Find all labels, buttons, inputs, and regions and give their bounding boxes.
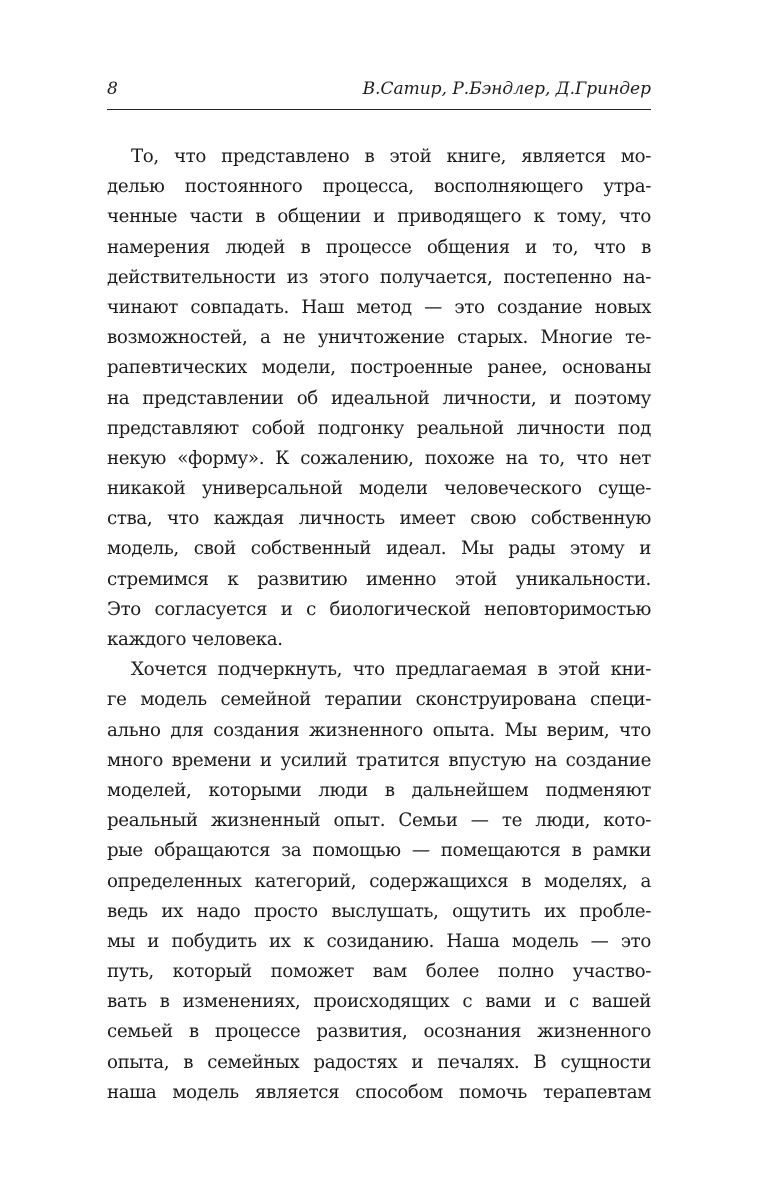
text-line: мы и побудить их к созиданию. Наша модель — это — [107, 930, 651, 952]
text-line: Это согласуется и с биологической неповторимостью — [107, 598, 651, 620]
body-text — [107, 142, 651, 1108]
text-line: определенных категорий, содержащихся в моделях, а — [107, 870, 651, 892]
text-line: действительности из этого получается, постепенно на- — [107, 266, 651, 288]
text-line: рые обращаются за помощью — помещаются в рамки — [107, 840, 651, 862]
text-line: каждого человека. — [107, 629, 283, 650]
text-line: ченные части в общении и приводящего к тому, что — [107, 206, 651, 228]
text-line: ге модель семейной терапии сконструирована специ- — [107, 689, 651, 711]
text-line: стремимся к развитию именно этой уникальности. — [107, 568, 651, 590]
text-line: наша модель является способом помочь терапевтам — [107, 1081, 651, 1103]
paragraph-2 — [107, 655, 651, 1108]
text-line: То, что представлено в этой книге, является мо- — [131, 146, 651, 167]
text-line: намерения людей в процессе общения и то, что в — [107, 236, 651, 258]
text-line: представляют собой подгонку реальной личности под — [107, 417, 651, 439]
text-line: Хочется подчеркнуть, что предлагаемая в этой кни- — [131, 659, 651, 681]
text-line: ства, что каждая личность имеет свою собственную — [107, 508, 651, 530]
text-line: на представлении об идеальной личности, и поэтому — [107, 387, 651, 409]
header-rule — [107, 109, 651, 110]
text-line: модель, свой собственный идеал. Мы рады этому и — [107, 538, 651, 560]
text-line: семьей в процессе развития, осознания жизненного — [107, 1021, 651, 1043]
text-line: возможностей, а не уничтожение старых. Многие те- — [107, 327, 651, 349]
text-line: некую «форму». К сожалению, похоже на то, что нет — [107, 447, 651, 469]
text-line: путь, который поможет вам более полно участво- — [107, 961, 651, 983]
text-line: никакой универсальной модели человеческого суще- — [107, 478, 651, 500]
text-line: реальный жизненный опыт. Семьи — те люди, кото- — [107, 810, 651, 832]
text-line: делью постоянного процесса, восполняющего утра- — [107, 176, 651, 198]
page-header — [107, 75, 651, 105]
text-line: ально для создания жизненного опыта. Мы верим, что — [107, 719, 651, 741]
running-title: В.Сатир, Р.Бэндлер, Д.Гриндер — [362, 79, 651, 99]
text-line: ведь их надо просто выслушать, ощутить их пробле- — [107, 900, 651, 922]
text-line: рапевтических модели, построенные ранее, основаны — [107, 357, 651, 379]
text-line: вать в изменениях, происходящих с вами и с вашей — [107, 991, 651, 1013]
text-line: опыта, в семейных радостях и печалях. В сущности — [107, 1051, 651, 1073]
page-number: 8 — [107, 79, 118, 99]
text-line: много времени и усилий тратится впустую на создание — [107, 749, 651, 771]
text-line: моделей, которыми люди в дальнейшем подменяют — [107, 779, 651, 801]
paragraph-1 — [107, 142, 651, 655]
text-line: чинают совпадать. Наш метод — это создание новых — [107, 296, 651, 318]
